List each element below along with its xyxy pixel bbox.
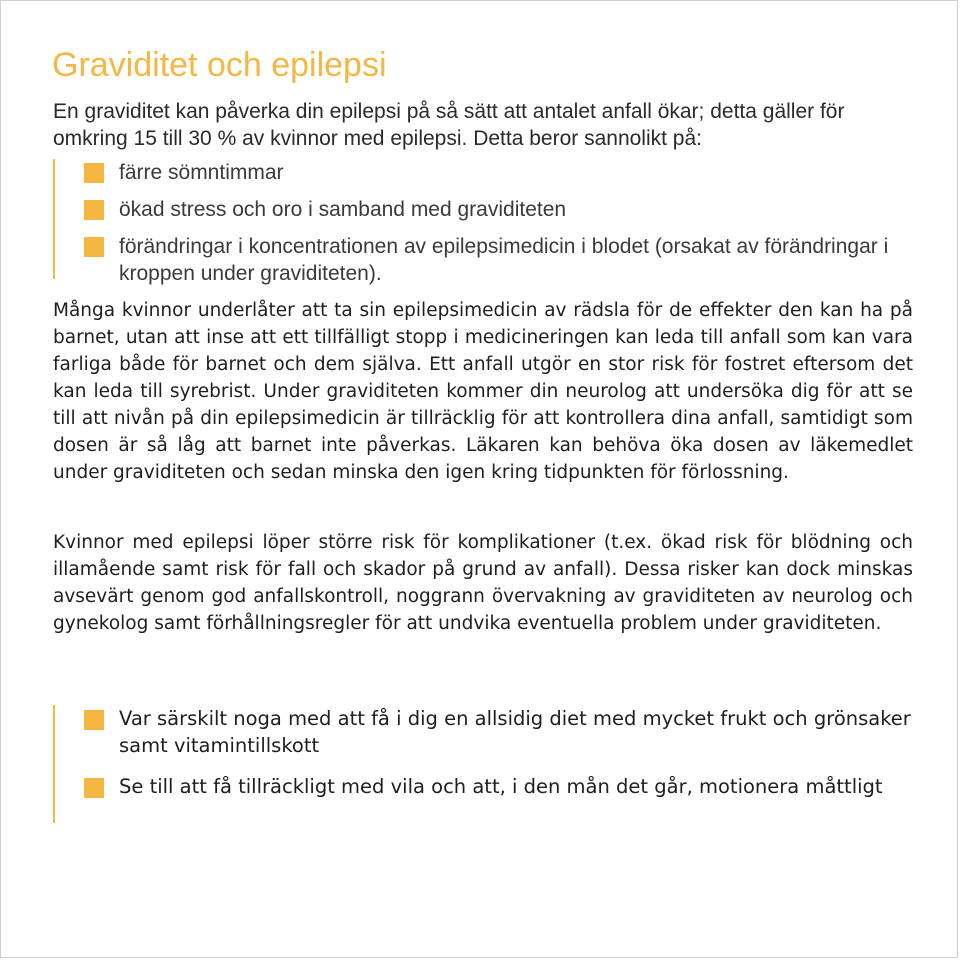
body-paragraph: Kvinnor med epilepsi löper större risk för komplikationer (t.ex. ökad risk för blödning och illamående samt risk för fall och skador på grund av anfall). Dessa risker kan dock minskas avsevärt genom god anfallskontroll, noggrann övervakning av graviditeten av neurolog och gynekolog samt förhållningsregler för att undvika eventuella problem under graviditeten. [53,532,913,634]
cause-item [53,233,923,287]
advice-block [53,705,923,823]
square-bullet-icon [84,237,104,257]
cause-item [53,196,566,223]
cause-text: ökad stress och oro i samband med graviditeten [119,198,567,221]
square-bullet-icon [84,163,104,183]
advice-text: Var särskilt noga med att få i dig en allsidig diet med mycket frukt och grönsaker samt vitamintillskott [119,707,911,757]
square-bullet-icon [84,710,104,730]
page-title: Graviditet och epilepsi [52,46,387,84]
square-bullet-icon [84,200,104,220]
body-paragraph: Många kvinnor underlåter att ta sin epilepsimedicin av rädsla för de effekter den kan ha på barnet, utan att inse att ett tillfälligt stopp i medicineringen kan leda till anfall som kan vara farliga både för barnet och dem själva. Ett anfall utgör en stor risk för fostret eftersom det kan leda till syrebrist. Under graviditeten kommer din neurolog att undersöka dig för att se till att nivån på din epilepsimedicin är tillräcklig för att kontrollera dina anfall, samtidigt som dosen är så låg att barnet inte påverkas. Läkaren kan behöva öka dosen av läkemedlet under graviditeten och sedan minska den igen kring tidpunkten för förlossning. [53,300,913,483]
advice-item [53,773,939,800]
cause-text: färre sömntimmar [119,161,284,184]
cause-text: förändringar i koncentrationen av epilepsimedicin i blodet (orsakat av förändringar i kroppen under graviditeten). [119,235,889,285]
cause-item [53,159,284,186]
square-bullet-icon [84,778,104,798]
advice-text: Se till att få tillräckligt med vila och att, i den mån det går, motionera måttligt [119,775,883,798]
advice-item [53,705,919,759]
causes-block [53,159,923,285]
intro-paragraph: En graviditet kan påverka din epilepsi på så sätt att antalet anfall ökar; detta gäller för omkring 15 till 30 % av kvinnor med epilepsi. Detta beror sannolikt på: [53,100,845,150]
